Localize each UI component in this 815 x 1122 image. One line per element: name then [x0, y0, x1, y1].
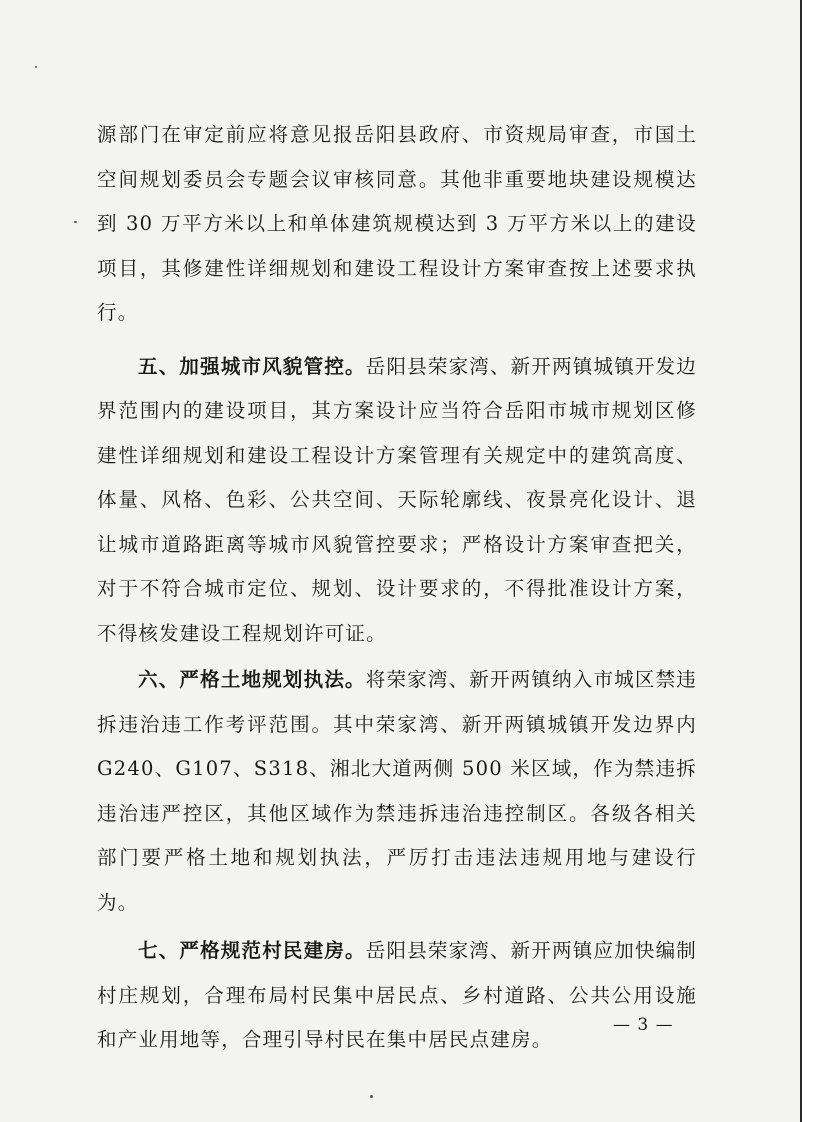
paragraph-continuation [97, 113, 697, 336]
section-six-paragraph [97, 658, 697, 925]
section-five-heading: 五、加强城市风貌管控。 [138, 354, 366, 378]
scan-edge [800, 0, 815, 1122]
document-body [97, 113, 697, 1063]
section-six-heading: 六、严格土地规划执法。 [138, 668, 366, 691]
scan-speck [35, 66, 37, 68]
scan-speck [74, 221, 77, 223]
section-seven-text: 岳阳县荣家湾、新开两镇应加快编制村庄规划，合理布局村民集中居民点、乡村道路、公共公用设施和产业用地等，合理引导村民在集中居民点建房。 [97, 939, 698, 1051]
page-number: — 3 — [613, 1015, 674, 1035]
section-seven-paragraph [97, 929, 697, 1063]
paragraph-text: 源部门在审定前应将意见报岳阳县政府、市资规局审查，市国土空间规划委员会专题会议审核同意。其他非重要地块建设规模达到 30 万平方米以上和单体建筑规模达到 3 万平方米以上的建设项目，其修建性详细规划和建设工程设计方案审查按上述要求执行。 [97, 123, 697, 324]
section-seven-heading: 七、严格规范村民建房。 [138, 939, 366, 962]
section-five-paragraph [97, 345, 697, 657]
scan-speck [370, 1095, 373, 1098]
section-five-text: 岳阳县荣家湾、新开两镇城镇开发边界范围内的建设项目，其方案设计应当符合岳阳市城市规划区修建性详细规划和建设工程设计方案管理有关规定中的建筑高度、体量、风格、色彩、公共空间、天际轮廓线、夜景亮化设计、退让城市道路距离等城市风貌管控要求；严格设计方案审查把关，对于不符合城市定位、规划、设计要求的，不得批准设计方案，不得核发建设工程规划许可证。 [97, 354, 698, 645]
section-six-text: 将荣家湾、新开两镇纳入市城区禁违拆违治违工作考评范围。其中荣家湾、新开两镇城镇开发边界内 G240、G107、S318、湘北大道两侧 500 米区域，作为禁违拆违治违严控区，其他区域作为禁违拆违治违控制区。各级各相关部门要严格土地和规划执法，严厉打击违法违规用地与建设行为。 [97, 668, 698, 914]
